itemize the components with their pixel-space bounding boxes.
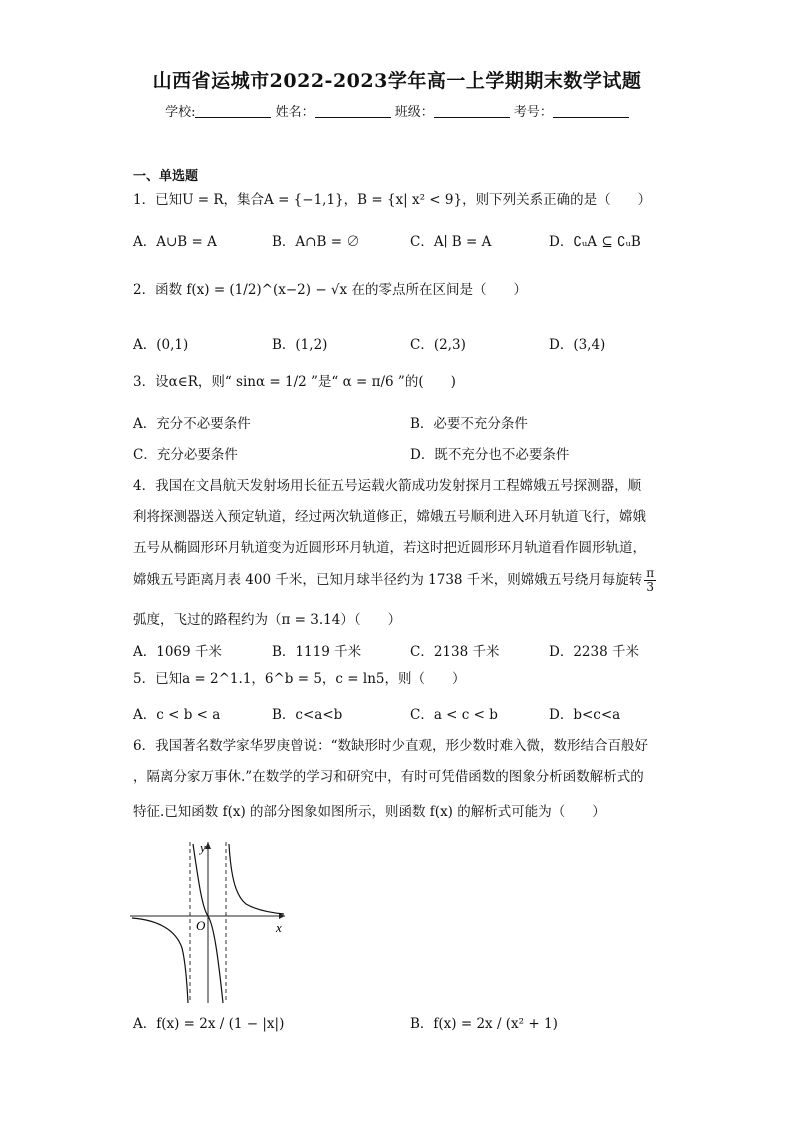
left-branch: [132, 918, 188, 1003]
question-2-stem: 2．函数 f(x) = (1/2)^(x−2) − √x 在的零点所在区间是（ ）: [133, 282, 527, 298]
question-4-line-4-text: 嫦娥五号距离月表 400 千米，已知月球半径约为 1738 千米，则嫦娥五号绕月每旋转: [133, 572, 643, 589]
q3-option-b: B．必要不充分条件: [410, 416, 528, 432]
name-blank: [315, 105, 391, 118]
question-4-line-3: 五号从椭圆形环月轨道变为近圆形环月轨道，若这时把近圆形环月轨道看作圆形轨道，: [133, 540, 646, 556]
x-axis-label: x: [276, 920, 282, 935]
school-blank: [195, 105, 271, 118]
right-branch: [229, 844, 284, 914]
q6-option-a: A．f(x) = 2x / (1 − |x|): [133, 1016, 285, 1032]
q2-option-d: D．(3,4): [549, 337, 606, 353]
question-4-line-5: 弧度，飞过的路程约为（π = 3.14）（ ）: [133, 612, 402, 628]
page-title: 山西省运城市2022-2023学年高一上学期期末数学试题: [152, 70, 642, 92]
student-info-line: [0, 101, 794, 120]
q2-option-c: C．(2,3): [410, 337, 466, 353]
q3-option-d: D．既不充分也不必要条件: [410, 447, 570, 463]
origin-label: O: [196, 918, 206, 933]
q2-option-b: B．(1,2): [272, 337, 328, 353]
q5-option-c: C．a < c < b: [410, 707, 498, 723]
question-6-line-1: 6．我国著名数学家华罗庚曾说：“数缺形时少直观，形少数时难入微，数形结合百般好: [133, 738, 648, 754]
question-6-line-3: 特征.已知函数 f(x) 的部分图象如图所示，则函数 f(x) 的解析式可能为（ ）: [133, 804, 606, 820]
q4-option-c: C．2138 千米: [410, 644, 500, 660]
function-graph: [128, 838, 288, 1008]
q5-option-b: B．c<a<b: [272, 707, 343, 723]
y-axis-arrow: [205, 842, 211, 849]
q1-option-d: D．∁ᵤA ⊆ ∁ᵤB: [549, 234, 641, 250]
exam-number-label: 考号：: [513, 105, 553, 120]
pi-over-3-fraction: $\frac{\pi}{3}$: [646, 566, 655, 595]
q1-option-b: B．A∩B = ∅: [272, 234, 360, 250]
q1-option-a: A．A∪B = A: [133, 234, 217, 250]
class-blank: [434, 105, 510, 118]
section-heading: 一、单选题: [133, 169, 199, 184]
y-axis-label: y: [200, 840, 206, 855]
q5-option-d: D．b<c<a: [549, 707, 621, 723]
q4-option-b: B．1119 千米: [272, 644, 362, 660]
q4-option-d: D．2238 千米: [549, 644, 639, 660]
q6-option-b: B．f(x) = 2x / (x² + 1): [410, 1016, 558, 1032]
q5-option-a: A．c < b < a: [133, 707, 221, 723]
question-6-line-2: ，隔离分家万事休.”在数学的学习和研究中，有时可凭借函数的图象分析函数解析式的: [133, 769, 644, 785]
question-4-line-4: [133, 567, 658, 594]
q4-option-a: A．1069 千米: [133, 644, 222, 660]
question-1-stem: 1．已知U = R，集合A = {−1,1}，B = {x| x² < 9}，则下列关系正确的是（ ）: [133, 192, 652, 208]
question-3-stem: 3．设α∈R，则“ sinα = 1/2 ”是“ α = π/6 ”的( ): [133, 374, 456, 390]
name-label: 姓名：: [275, 105, 315, 120]
q1-option-c: C．A∣ B = A: [410, 234, 492, 250]
q3-option-c: C．充分必要条件: [133, 447, 238, 463]
question-4-line-1: 4．我国在文昌航天发射场用长征五号运载火箭成功发射探月工程嫦娥五号探测器，顺: [133, 478, 642, 494]
q3-option-a: A．充分不必要条件: [133, 416, 251, 432]
class-label: 班级：: [394, 105, 434, 120]
question-5-stem: 5．已知a = 2^1.1，6^b = 5，c = ln5，则（ ）: [133, 671, 466, 687]
q2-option-a: A．(0,1): [133, 337, 189, 353]
school-label: 学校:: [165, 105, 196, 120]
exam-number-blank: [553, 105, 629, 118]
question-4-line-2: 利将探测器送入预定轨道，经过两次轨道修正，嫦娥五号顺利进入环月轨道飞行，嫦娥: [133, 509, 646, 525]
